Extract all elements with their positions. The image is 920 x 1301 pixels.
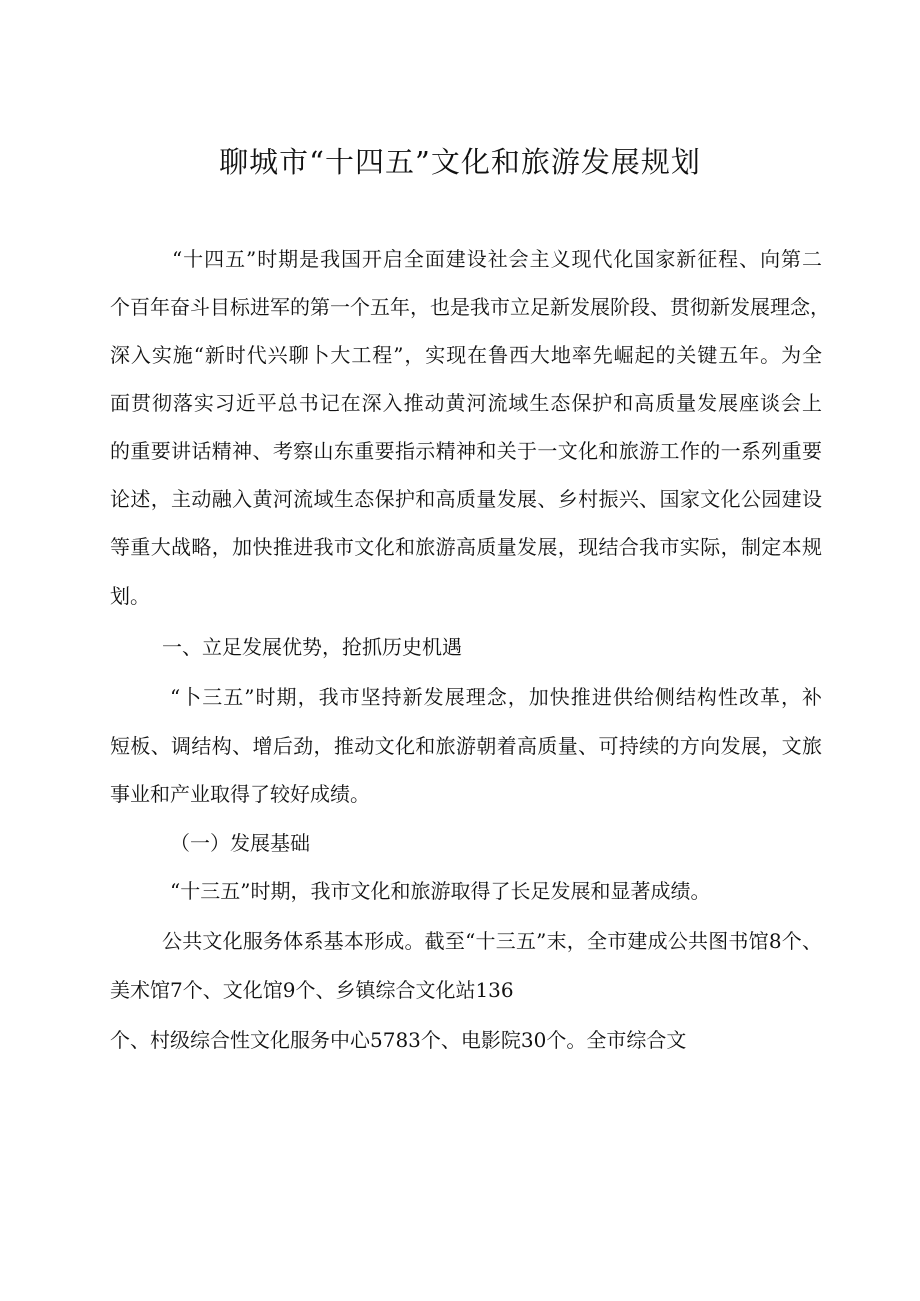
paragraph-line: 短板、调结构、增后劲，推动文化和旅游朝着高质量、可持续的方向发展，文旅 [110,734,822,758]
paragraph-line: 个百年奋斗目标进军的第一个五年，也是我市立足新发展阶段、贯彻新发展理念， [110,295,830,319]
paragraph-line: 论述，主动融入黄河流域生态保护和高质量发展、乡村振兴、国家文化公园建设 [110,487,822,511]
paragraph-line: “卜三五”时期，我市坚持新发展理念，加快推进供给侧结构性改革，补 [170,685,822,709]
paragraph-line: 等重大战略，加快推进我市文化和旅游高质量发展，现结合我市实际，制定本规 [110,535,822,559]
paragraph-line: 的重要讲话精神、考察山东重要指示精神和关于一文化和旅游工作的一系列重要 [110,439,822,463]
paragraph-line: “十三五”时期，我市文化和旅游取得了长足发展和显著成绩。 [170,879,711,903]
document-title: 聊城市“十四五”文化和旅游发展规划 [219,145,701,179]
paragraph-line: 事业和产业取得了较好成绩。 [110,782,370,806]
paragraph-line: 个、村级综合性文化服务中心5783个、电影院30个。全市综合文 [110,1028,687,1052]
subsection-heading: （一）发展基础 [170,831,310,855]
paragraph-line: 深入实施“新时代兴聊卜大工程”，实现在鲁西大地率先崛起的关键五年。为全 [110,343,822,367]
paragraph-line: 面贯彻落实习近平总书记在深入推动黄河流域生态保护和高质量发展座谈会上 [110,391,822,415]
paragraph-line: “十四五”时期是我国开启全面建设社会主义现代化国家新征程、向第二 [172,247,822,271]
paragraph-line: 美术馆7个、文化馆9个、乡镇综合文化站136 [110,978,514,1002]
paragraph-line: 公共文化服务体系基本形成。截至“十三五”末，全市建成公共图书馆8个、 [162,929,822,953]
section-heading: 一、立足发展优势，抢抓历史机遇 [162,635,462,659]
paragraph-line: 划。 [110,584,150,608]
